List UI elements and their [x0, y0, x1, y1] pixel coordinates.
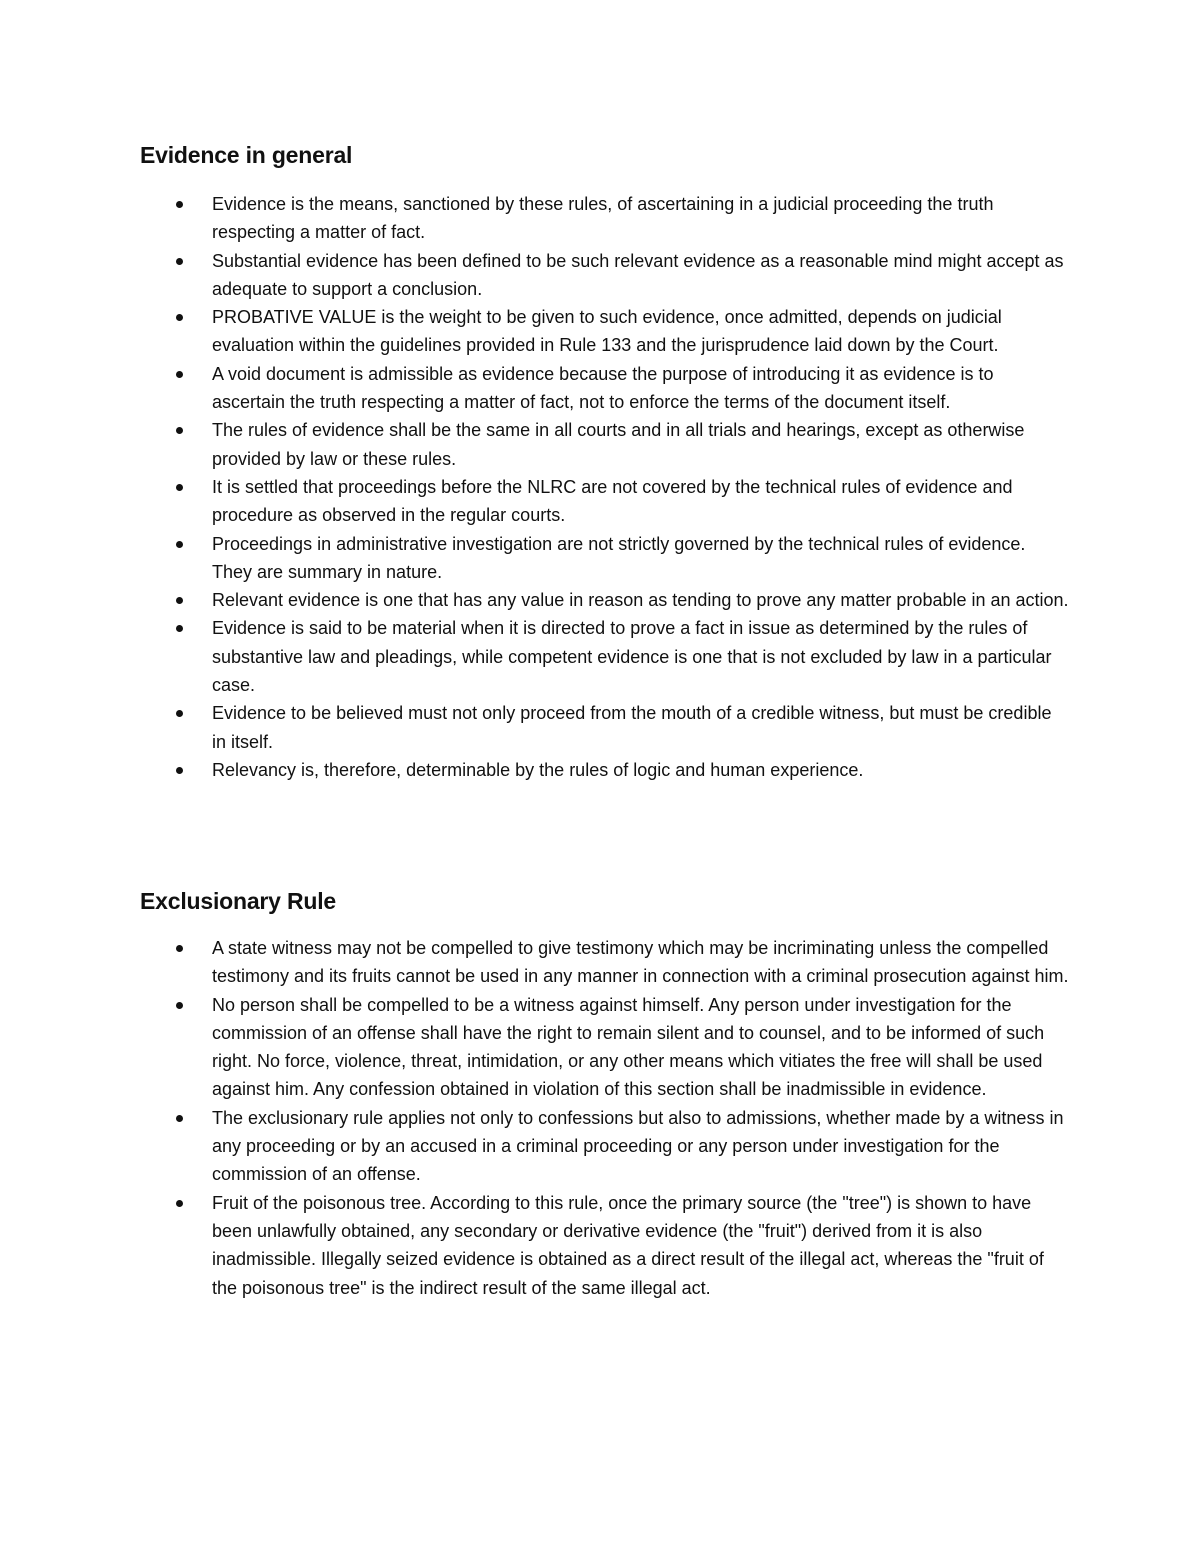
list-item-text: No person shall be compelled to be a witness against himself. Any person under investigation for the commission of an offense shall have the right to remain silent and to counsel, and to be informed of such right. No force, violence, threat, intimidation, or any other means which vitiates the free will shall be used against him. Any confession obtained in violation of this section shall be inadmissible in evidence.	[212, 994, 1045, 1100]
list-item-text: Proceedings in administrative investigation are not strictly governed by the technical rules of evidence. They are summary in nature.	[212, 533, 1026, 582]
list-item	[140, 934, 1070, 991]
list-item	[140, 416, 1070, 473]
list-item	[140, 991, 1070, 1104]
list-item-text: The rules of evidence shall be the same in all courts and in all trials and hearings, except as otherwise provided by law or these rules.	[212, 420, 1025, 469]
list-item	[140, 530, 1070, 587]
bullet-icon	[176, 597, 183, 604]
list-item-text: A void document is admissible as evidence because the purpose of introducing it as evidence is to ascertain the truth respecting a matter of fact, not to enforce the terms of the document itself.	[212, 363, 994, 413]
list-item	[140, 614, 1070, 699]
list-item	[140, 1189, 1070, 1302]
list-item	[140, 473, 1070, 530]
bullet-icon	[176, 1200, 183, 1207]
list-item-text: It is settled that proceedings before the NLRC are not covered by the technical rules of evidence and procedure as observed in the regular courts.	[212, 476, 1013, 526]
evidence-in-general-list	[140, 190, 1070, 784]
list-item-text: Evidence is said to be material when it is directed to prove a fact in issue as determined by the rules of substantive law and pleadings, while competent evidence is one that is not excluded by law in a particular case.	[212, 618, 1052, 696]
bullet-icon	[176, 484, 183, 491]
list-item-text: Substantial evidence has been defined to be such relevant evidence as a reasonable mind might accept as adequate to support a conclusion.	[212, 250, 1064, 299]
list-item	[140, 699, 1070, 756]
bullet-icon	[176, 371, 183, 378]
list-item-text: Relevancy is, therefore, determinable by the rules of logic and human experience.	[212, 759, 864, 780]
list-item-text: PROBATIVE VALUE is the weight to be given to such evidence, once admitted, depends on judicial evaluation within the guidelines provided in Rule 133 and the jurisprudence laid down by the Court.	[212, 307, 1002, 356]
list-item-text: A state witness may not be compelled to give testimony which may be incriminating unless the compelled testimony and its fruits cannot be used in any manner in connection with a criminal prosecution against him.	[212, 938, 1069, 987]
bullet-icon	[176, 258, 183, 265]
bullet-icon	[176, 314, 183, 321]
list-item	[140, 247, 1070, 304]
section-heading-exclusionary-rule: Exclusionary Rule	[140, 888, 337, 914]
list-item-text: Evidence to be believed must not only proceed from the mouth of a credible witness, but must be credible in itself.	[212, 703, 1052, 752]
bullet-icon	[176, 427, 183, 434]
exclusionary-rule-list	[140, 934, 1070, 1302]
list-item-text: Evidence is the means, sanctioned by these rules, of ascertaining in a judicial proceeding the truth respecting a matter of fact.	[212, 194, 994, 243]
list-item	[140, 303, 1070, 360]
bullet-icon	[176, 1115, 183, 1122]
list-item	[140, 190, 1070, 247]
section-heading-evidence-in-general: Evidence in general	[140, 142, 353, 168]
list-item	[140, 360, 1070, 417]
bullet-icon	[176, 1002, 183, 1009]
bullet-icon	[176, 710, 183, 717]
list-item	[140, 1104, 1070, 1189]
list-item-text: The exclusionary rule applies not only to confessions but also to admissions, whether made by a witness in any proceeding or by an accused in a criminal proceeding or any person under investigation for the commission of an offense.	[212, 1107, 1064, 1185]
bullet-icon	[176, 767, 183, 774]
list-item	[140, 586, 1070, 614]
bullet-icon	[176, 625, 183, 632]
list-item-text: Fruit of the poisonous tree. According to this rule, once the primary source (the "tree") is shown to have been unlawfully obtained, any secondary or derivative evidence (the "fruit") derived from it is also inadmissible. Illegally seized evidence is obtained as a direct result of the illegal act, whereas the "fruit of the poisonous tree" is the indirect result of the same illegal act.	[212, 1192, 1044, 1298]
list-item	[140, 756, 1070, 784]
list-item-text: Relevant evidence is one that has any value in reason as tending to prove any matter probable in an action.	[212, 590, 1069, 611]
bullet-icon	[176, 945, 183, 952]
bullet-icon	[176, 541, 183, 548]
bullet-icon	[176, 201, 183, 208]
